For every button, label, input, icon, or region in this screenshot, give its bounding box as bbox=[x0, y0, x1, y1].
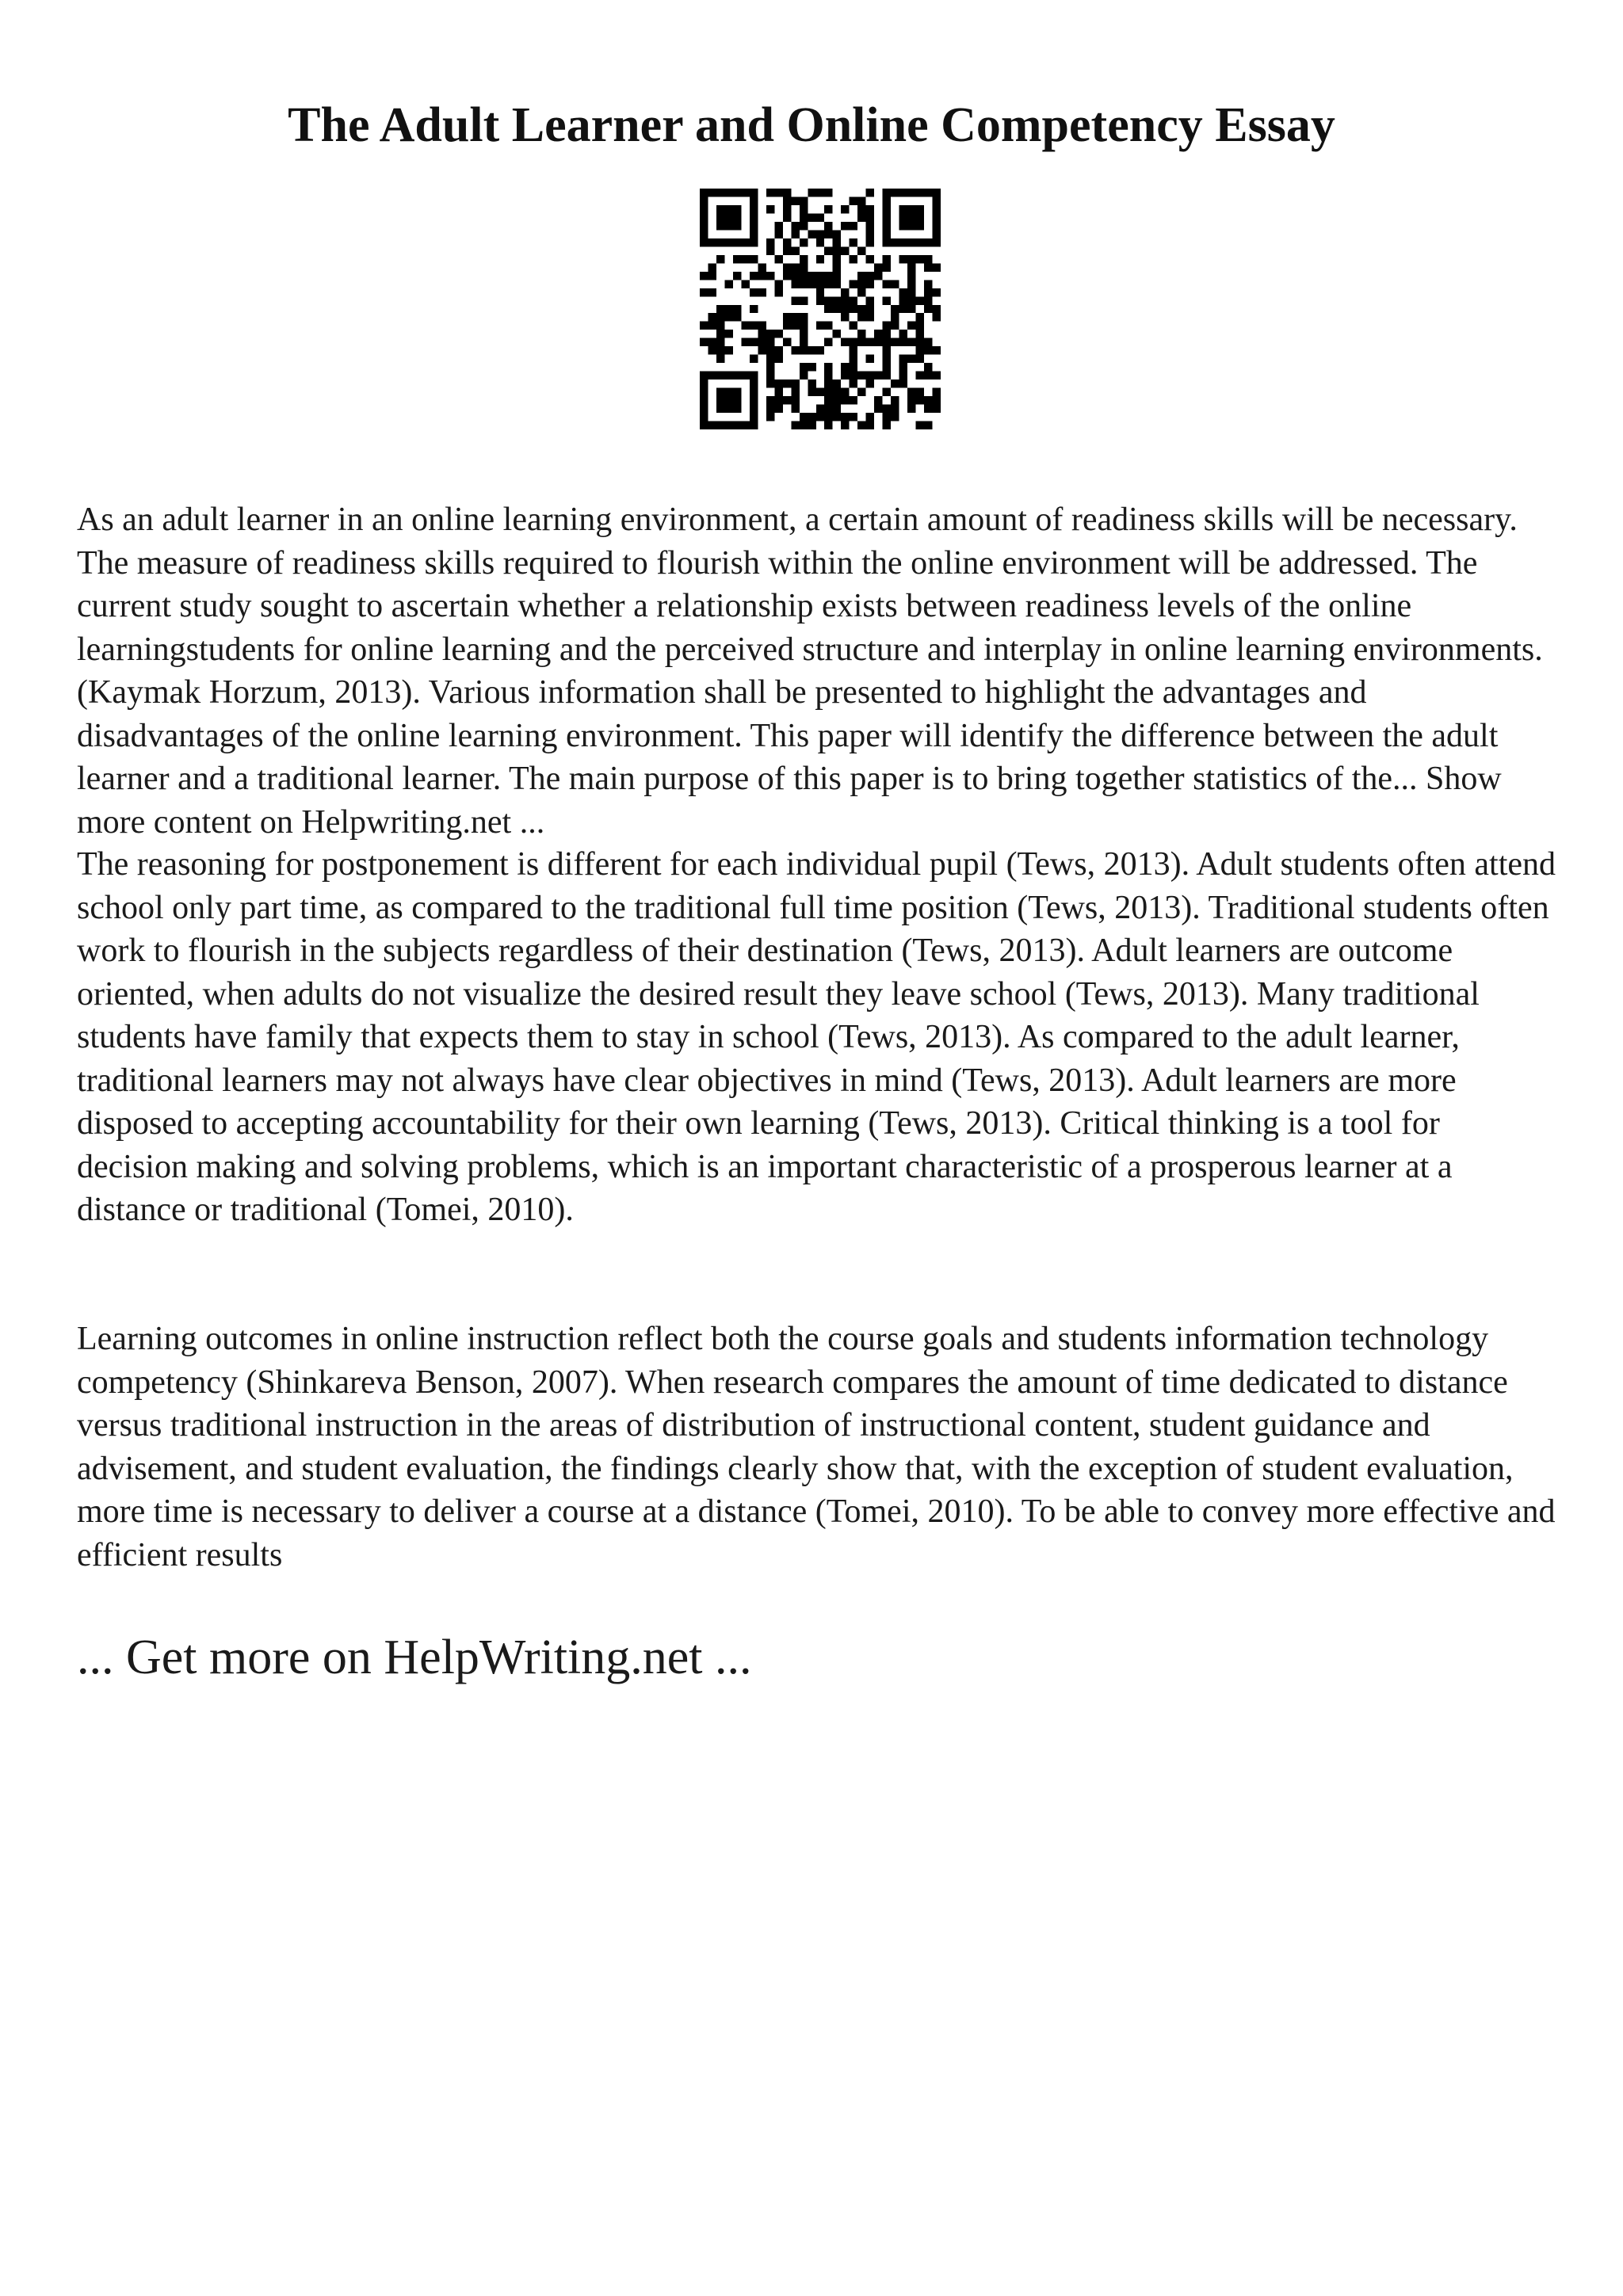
essay-paragraph-2: The reasoning for postponement is different for each individual pupil (Tews, 2013). Adult students often attend school only part time, as compared to the traditional full time position (Tews, 2013). Traditional students often work to flourish in the subjects regardless of their destination (Tews, 2013). Adult learners are outcome oriented, when adults do not visualize the desired result they leave school (Tews, 2013). Many traditional students have family that expects them to stay in school (Tews, 2013). As compared to the adult learner, traditional learners may not always have clear objectives in mind (Tews, 2013). Adult learners are more disposed to accepting accountability for their own learning (Tews, 2013). Critical thinking is a tool for decision making and solving problems, which is an important characteristic of a prosperous learner at a distance or traditional (Tomei, 2010). bbox=[77, 846, 1556, 1228]
essay-paragraph-3: Learning outcomes in online instruction reflect both the course goals and students information technology competency (Shinkareva Benson, 2007). When research compares the amount of time dedicated to distance versus traditional instruction in the areas of distribution of instructional content, student guidance and advisement, and student evaluation, the findings clearly show that, with the exception of student evaluation, more time is necessary to deliver a course at a distance (Tomei, 2010). To be able to convey more effective and efficient results bbox=[77, 1321, 1556, 1573]
qr-code-icon[interactable] bbox=[700, 189, 941, 429]
qr-code-graphic bbox=[700, 189, 941, 429]
page-title: The Adult Learner and Online Competency Essay bbox=[288, 98, 1335, 152]
essay-paragraph-1: As an adult learner in an online learning environment, a certain amount of readiness skills will be necessary. The measure of readiness skills required to flourish within the online environment will be addressed. The current study sought to ascertain whether a relationship exists between readiness levels of the online learningstudents for online learning and the perceived structure and interplay in online learning environments. (Kaymak Horzum, 2013). Various information shall be presented to highlight the advantages and disadvantages of the online learning environment. This paper will identify the difference between the adult learner and a traditional learner. The main purpose of this paper is to bring together statistics of the... Show more content on Helpwriting.net ... bbox=[77, 502, 1543, 841]
get-more-link[interactable]: ... Get more on HelpWriting.net ... bbox=[77, 1630, 752, 1684]
